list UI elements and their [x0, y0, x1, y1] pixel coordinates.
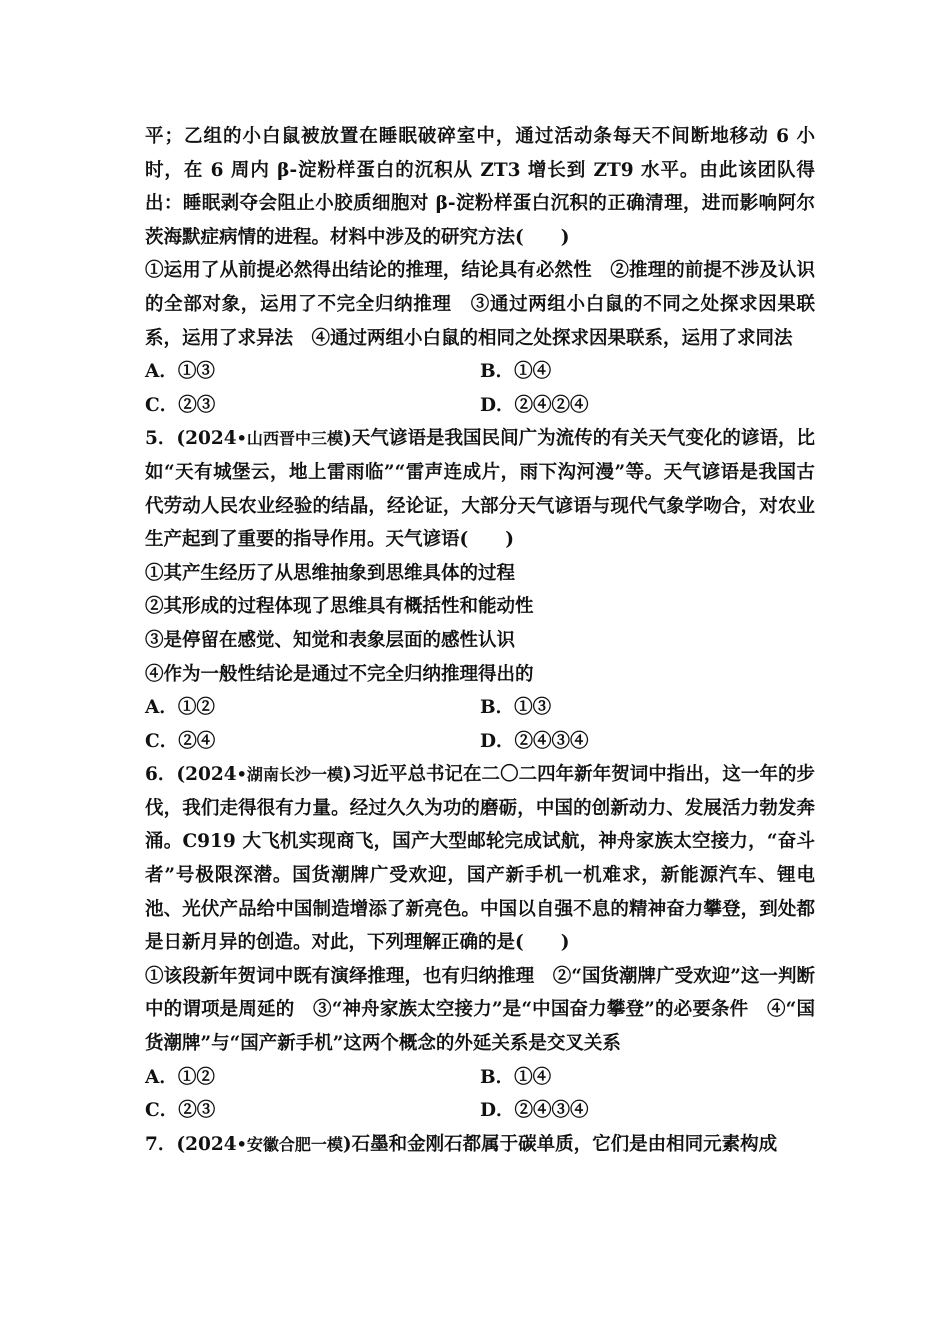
q5-number: 5．(2024: [145, 428, 237, 450]
q4-option-d: D．②④②④: [480, 394, 589, 416]
q6-option-a: A．①②: [145, 1066, 215, 1088]
q5-options-row-2: [145, 725, 815, 759]
q5-statement-4: ④作为一般性结论是通过不完全归纳推理得出的: [145, 663, 534, 685]
q5-statement-1: ①其产生经历了从思维抽象到思维具体的过程: [145, 562, 516, 584]
q6-stem: [145, 758, 815, 960]
q7-number: 7．(2024: [145, 1133, 237, 1155]
q5-text: )天气谚语是我国民间广为流传的有关天气变化的谚语，比如“天有城堡云，地上雷雨临”“雷声连成片，雨下沟河漫”等。天气谚语是我国古代劳动人民农业经验的结晶，经论证，大部分天气谚语与现代气象学吻合，对农业生产起到了重要的指导作用。天气谚语( ): [145, 428, 815, 551]
q6-text: )习近平总书记在二〇二四年新年贺词中指出，这一年的步伐，我们走得很有力量。经过久久为功的磨砺，中国的创新动力、发展活力勃发奔涌。C919 大飞机实现商飞，国产大型邮轮完成试航，神舟家族太空接力，“奋斗者”号极限深潜。国货潮牌广受欢迎，国产新手机一机难求，新能源汽车、锂电池、光伏产品给中国制造增添了新亮色。中国以自强不息的精神奋力攀登，到处都是日新月异的创造。对此，下列理解正确的是( ): [145, 764, 815, 954]
q6-options-row-1: [145, 1061, 815, 1095]
q6-option-b: B．①④: [480, 1066, 552, 1088]
q5-statement-3: ③是停留在感觉、知觉和表象层面的感性认识: [145, 629, 516, 651]
q5-option-a: A．①②: [145, 697, 215, 719]
q4-option-a: A．①③: [145, 361, 215, 383]
q4-option-c: C．②③: [145, 394, 216, 416]
q5-source: •山西晋中三模: [236, 429, 344, 449]
q6-option-d: D．②④③④: [480, 1100, 589, 1122]
q5-option-d: D．②④③④: [480, 730, 589, 752]
q4-options-row-2: [145, 389, 815, 423]
q4-options-row-1: [145, 355, 815, 389]
question-content: [145, 120, 815, 1161]
q6-number: 6．(2024: [145, 764, 237, 786]
q5-option-b: B．①③: [480, 697, 552, 719]
q5-options-row-1: [145, 691, 815, 725]
q5-stem: [145, 422, 815, 556]
q6-option-c: C．②③: [145, 1100, 216, 1122]
q4-stem: 平；乙组的小白鼠被放置在睡眠破碎室中，通过活动条每天不间断地移动 6 小时，在 6 周内 β-淀粉样蛋白的沉积从 ZT3 增长到 ZT9 水平。由此该团队得出：睡眠剥夺会阻止小胶质细胞对 β-淀粉样蛋白沉积的正确清理，进而影响阿尔茨海默症病情的进程。材料中涉及的研究方法( ): [145, 126, 815, 248]
q5-statement-2: ②其形成的过程体现了思维具有概括性和能动性: [145, 596, 534, 618]
q6-source: •湖南长沙一模: [236, 765, 344, 785]
q6-options-row-2: [145, 1094, 815, 1128]
q7-source: •安徽合肥一模: [236, 1134, 343, 1154]
q4-statements: ①运用了从前提必然得出结论的推理，结论具有必然性 ②推理的前提不涉及认识的全部对象，运用了不完全归纳推理 ③通过两组小白鼠的不同之处探求因果联系，运用了求异法 ④通过两组小白鼠的相同之处探求因果联系，运用了求同法: [145, 260, 815, 349]
q6-statements: ①该段新年贺词中既有演绎推理，也有归纳推理 ②“国货潮牌广受欢迎”这一判断中的谓项是周延的 ③“神舟家族太空接力”是“中国奋力攀登”的必要条件 ④“国货潮牌”与“国产新手机”这两个概念的外延关系是交叉关系: [145, 965, 815, 1055]
q5-option-c: C．②④: [145, 730, 216, 752]
q4-option-b: B．①④: [480, 361, 552, 383]
q7-stem: [145, 1128, 815, 1162]
q7-text: )石墨和金刚石都属于碳单质，它们是由相同元素构成: [342, 1133, 778, 1155]
